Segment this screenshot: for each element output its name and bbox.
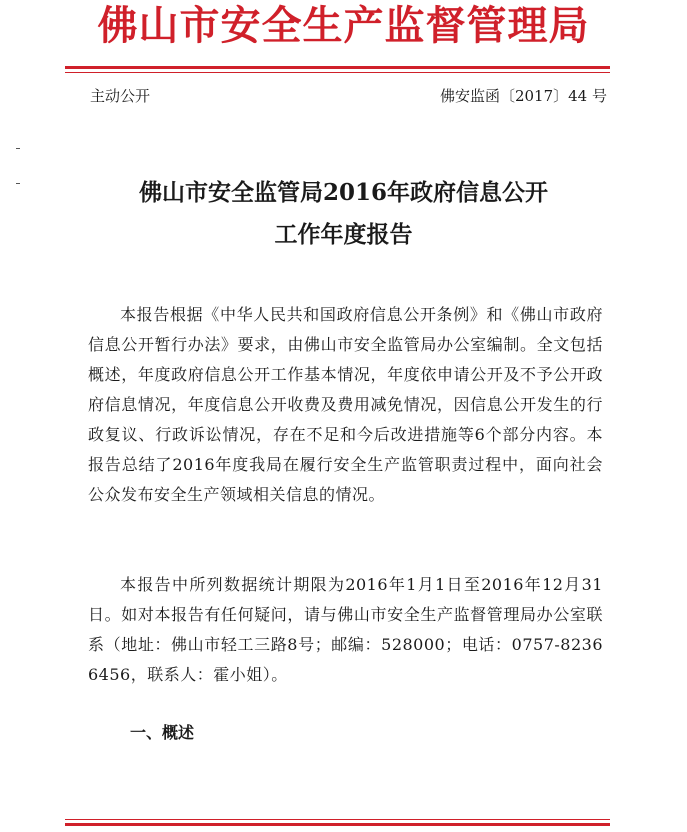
section-heading-overview: 一、概述 <box>130 723 195 742</box>
disclosure-label: 主动公开 <box>90 87 151 105</box>
footer-rule-thick <box>65 823 610 826</box>
data-period-paragraph: 本报告中所列数据统计期限为2016年1月1日至2016年12月31日。如对本报告有任何疑问，请与佛山市安全生产监督管理局办公室联系（地址：佛山市轻工三路8号；邮编：528000；电话：0757-82366456，联系人：霍小姐）。 <box>88 575 603 684</box>
report-title-line2: 工作年度报告 <box>274 221 413 248</box>
margin-mark <box>16 148 20 149</box>
header-rule-thin <box>65 72 610 73</box>
agency-masthead: 佛山市安全生产监督管理局 <box>97 2 590 49</box>
document-number: 佛安监函〔2017〕44 号 <box>439 87 607 105</box>
intro-paragraph: 本报告根据《中华人民共和国政府信息公开条例》和《佛山市政府信息公开暂行办法》要求，由佛山市安全监管局办公室编制。全文包括概述，年度政府信息公开工作基本情况，年度依申请公开及不予公开政府信息情况，年度信息公开收费及费用减免情况，因信息公开发生的行政复议、行政诉讼情况，存在不足和今后改进措施等6个部分内容。本报告总结了2016年度我局在履行安全生产监管职责过程中，面向社会公众发布安全生产领域相关信息的情况。 <box>88 305 603 504</box>
report-title-line1: 佛山市安全监管局2016年政府信息公开 <box>138 179 548 206</box>
header-rule-thick <box>65 66 610 69</box>
footer-rule-thin <box>65 819 610 820</box>
